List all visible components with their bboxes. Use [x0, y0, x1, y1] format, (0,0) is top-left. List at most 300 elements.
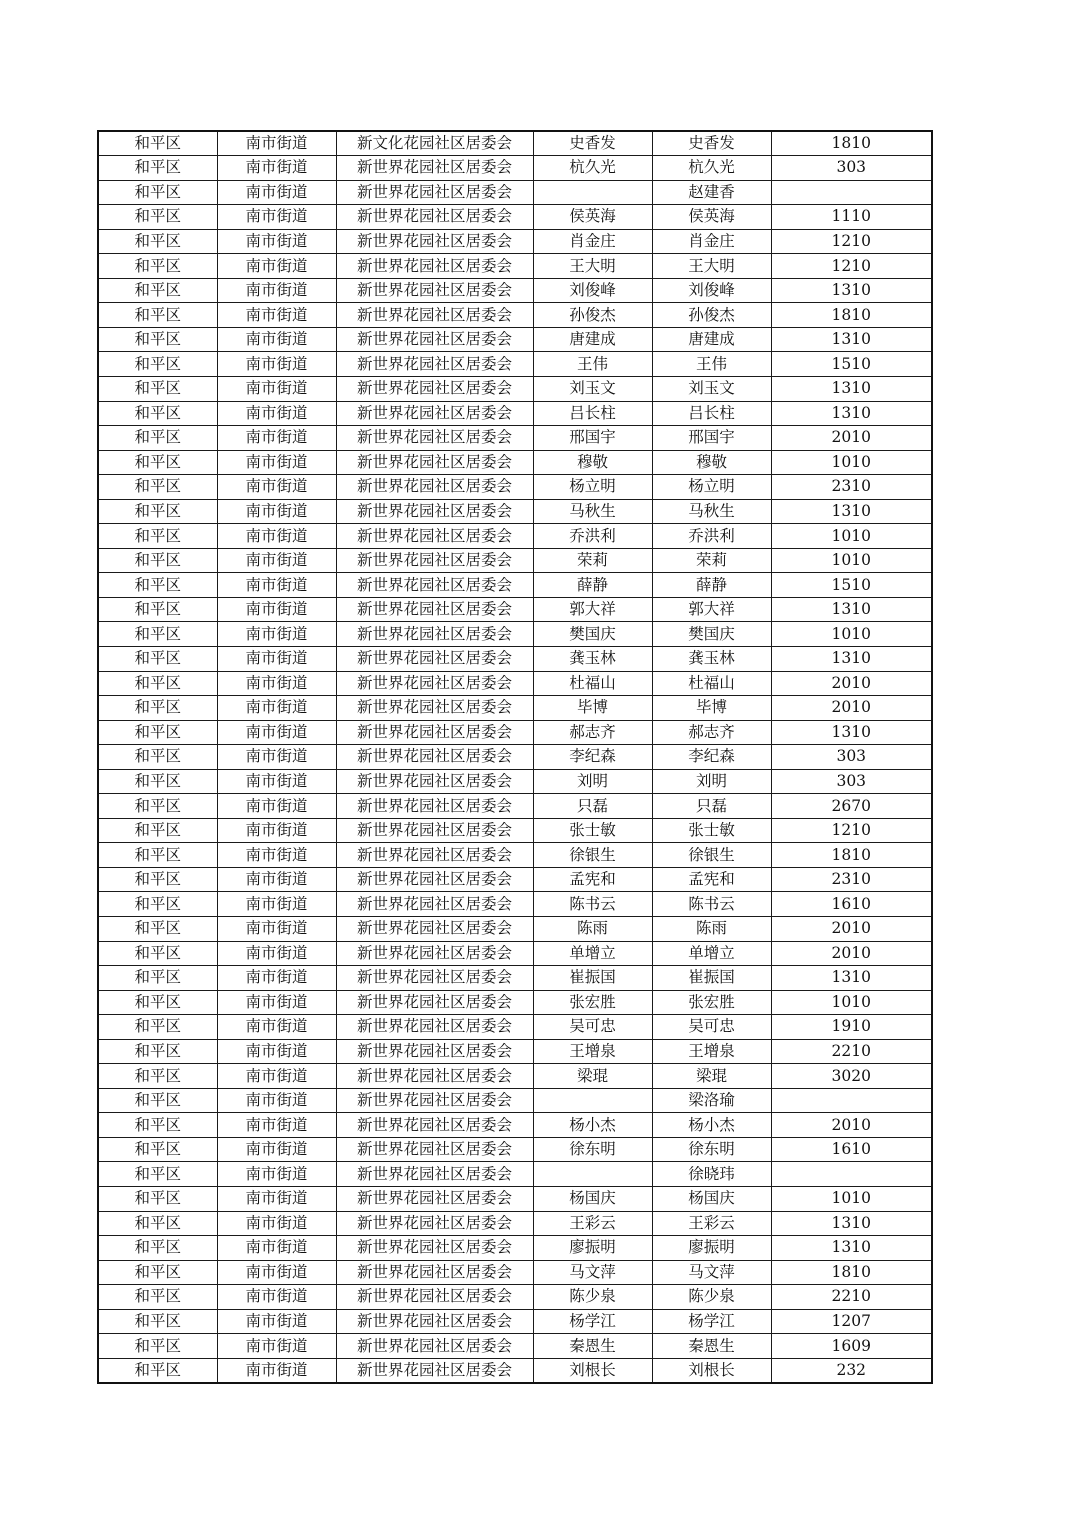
name-cell: 马秋生 [533, 499, 652, 524]
district-cell: 和平区 [98, 597, 217, 622]
table-body [98, 131, 932, 1383]
street-cell: 南市街道 [217, 1064, 336, 1089]
table-row [98, 426, 932, 451]
name-cell: 刘根长 [533, 1358, 652, 1383]
street-cell: 南市街道 [217, 769, 336, 794]
recipient-cell: 孟宪和 [652, 867, 771, 892]
committee-cell: 新世界花园社区居委会 [336, 180, 533, 205]
amount-cell: 2010 [771, 1113, 932, 1138]
name-cell: 杨学江 [533, 1309, 652, 1334]
district-cell: 和平区 [98, 843, 217, 868]
amount-cell: 303 [771, 769, 932, 794]
amount-cell: 1810 [771, 843, 932, 868]
street-cell: 南市街道 [217, 548, 336, 573]
amount-cell: 1810 [771, 1260, 932, 1285]
committee-cell: 新世界花园社区居委会 [336, 254, 533, 279]
district-cell: 和平区 [98, 229, 217, 254]
street-cell: 南市街道 [217, 646, 336, 671]
table-row [98, 376, 932, 401]
district-cell: 和平区 [98, 401, 217, 426]
committee-cell: 新世界花园社区居委会 [336, 376, 533, 401]
committee-cell: 新世界花园社区居委会 [336, 229, 533, 254]
amount-cell: 2310 [771, 867, 932, 892]
amount-cell: 3020 [771, 1064, 932, 1089]
name-cell: 王伟 [533, 352, 652, 377]
amount-cell: 1110 [771, 205, 932, 230]
table-row [98, 597, 932, 622]
district-cell: 和平区 [98, 646, 217, 671]
table-row [98, 1260, 932, 1285]
amount-cell: 1310 [771, 401, 932, 426]
amount-cell: 1310 [771, 966, 932, 991]
amount-cell: 1510 [771, 352, 932, 377]
name-cell: 李纪森 [533, 745, 652, 770]
name-cell: 唐建成 [533, 327, 652, 352]
name-cell [533, 1088, 652, 1113]
name-cell: 徐银生 [533, 843, 652, 868]
amount-cell: 1010 [771, 622, 932, 647]
street-cell: 南市街道 [217, 867, 336, 892]
district-cell: 和平区 [98, 1162, 217, 1187]
street-cell: 南市街道 [217, 205, 336, 230]
street-cell: 南市街道 [217, 475, 336, 500]
district-cell: 和平区 [98, 1015, 217, 1040]
district-cell: 和平区 [98, 1113, 217, 1138]
recipient-cell: 邢国宇 [652, 426, 771, 451]
street-cell: 南市街道 [217, 1039, 336, 1064]
recipient-cell: 毕博 [652, 696, 771, 721]
amount-cell: 303 [771, 745, 932, 770]
name-cell: 刘明 [533, 769, 652, 794]
recipient-cell: 杨学江 [652, 1309, 771, 1334]
street-cell: 南市街道 [217, 352, 336, 377]
table-row [98, 1088, 932, 1113]
table-row [98, 1162, 932, 1187]
table-row [98, 450, 932, 475]
committee-cell: 新世界花园社区居委会 [336, 499, 533, 524]
table-row [98, 524, 932, 549]
committee-cell: 新世界花园社区居委会 [336, 941, 533, 966]
name-cell: 侯英海 [533, 205, 652, 230]
district-cell: 和平区 [98, 1358, 217, 1383]
recipient-cell: 赵建香 [652, 180, 771, 205]
committee-cell: 新世界花园社区居委会 [336, 966, 533, 991]
committee-cell: 新世界花园社区居委会 [336, 1039, 533, 1064]
recipient-cell: 樊国庆 [652, 622, 771, 647]
amount-cell: 2010 [771, 941, 932, 966]
street-cell: 南市街道 [217, 1285, 336, 1310]
table-row [98, 1039, 932, 1064]
table-row [98, 646, 932, 671]
committee-cell: 新世界花园社区居委会 [336, 1309, 533, 1334]
street-cell: 南市街道 [217, 966, 336, 991]
street-cell: 南市街道 [217, 1088, 336, 1113]
amount-cell: 1010 [771, 990, 932, 1015]
table-row [98, 941, 932, 966]
committee-cell: 新世界花园社区居委会 [336, 548, 533, 573]
committee-cell: 新世界花园社区居委会 [336, 475, 533, 500]
committee-cell: 新世界花园社区居委会 [336, 1137, 533, 1162]
recipient-cell: 薛静 [652, 573, 771, 598]
name-cell: 孟宪和 [533, 867, 652, 892]
committee-cell: 新世界花园社区居委会 [336, 573, 533, 598]
recipient-cell: 单增立 [652, 941, 771, 966]
street-cell: 南市街道 [217, 401, 336, 426]
table-row [98, 696, 932, 721]
table-row [98, 278, 932, 303]
name-cell: 王彩云 [533, 1211, 652, 1236]
recipient-cell: 秦恩生 [652, 1334, 771, 1359]
committee-cell: 新世界花园社区居委会 [336, 1187, 533, 1212]
amount-cell: 1810 [771, 303, 932, 328]
table-row [98, 401, 932, 426]
name-cell: 陈雨 [533, 917, 652, 942]
name-cell: 刘俊峰 [533, 278, 652, 303]
district-cell: 和平区 [98, 941, 217, 966]
recipient-cell: 陈雨 [652, 917, 771, 942]
recipient-cell: 吕长柱 [652, 401, 771, 426]
table-row [98, 1137, 932, 1162]
table-row [98, 720, 932, 745]
table-row [98, 794, 932, 819]
district-cell: 和平区 [98, 769, 217, 794]
committee-cell: 新世界花园社区居委会 [336, 720, 533, 745]
recipient-cell: 张士敏 [652, 818, 771, 843]
district-cell: 和平区 [98, 990, 217, 1015]
street-cell: 南市街道 [217, 696, 336, 721]
district-cell: 和平区 [98, 917, 217, 942]
district-cell: 和平区 [98, 499, 217, 524]
district-cell: 和平区 [98, 376, 217, 401]
amount-cell: 1610 [771, 1137, 932, 1162]
recipient-cell: 穆敬 [652, 450, 771, 475]
recipient-cell: 郭大祥 [652, 597, 771, 622]
street-cell: 南市街道 [217, 131, 336, 156]
street-cell: 南市街道 [217, 1236, 336, 1261]
table-row [98, 205, 932, 230]
name-cell: 薛静 [533, 573, 652, 598]
table-row [98, 769, 932, 794]
recipient-cell: 梁洛瑜 [652, 1088, 771, 1113]
street-cell: 南市街道 [217, 941, 336, 966]
recipient-cell: 刘俊峰 [652, 278, 771, 303]
name-cell: 肖金庄 [533, 229, 652, 254]
table-row [98, 1309, 932, 1334]
name-cell: 梁琨 [533, 1064, 652, 1089]
amount-cell: 1310 [771, 720, 932, 745]
district-cell: 和平区 [98, 1064, 217, 1089]
recipient-cell: 郝志齐 [652, 720, 771, 745]
committee-cell: 新世界花园社区居委会 [336, 156, 533, 181]
recipient-cell: 荣莉 [652, 548, 771, 573]
district-cell: 和平区 [98, 156, 217, 181]
committee-cell: 新世界花园社区居委会 [336, 1285, 533, 1310]
name-cell: 穆敬 [533, 450, 652, 475]
recipient-cell: 马文萍 [652, 1260, 771, 1285]
street-cell: 南市街道 [217, 1334, 336, 1359]
district-cell: 和平区 [98, 573, 217, 598]
amount-cell [771, 180, 932, 205]
recipient-cell: 杭久光 [652, 156, 771, 181]
amount-cell: 303 [771, 156, 932, 181]
district-cell: 和平区 [98, 524, 217, 549]
committee-cell: 新世界花园社区居委会 [336, 450, 533, 475]
name-cell: 徐东明 [533, 1137, 652, 1162]
street-cell: 南市街道 [217, 450, 336, 475]
committee-cell: 新世界花园社区居委会 [336, 205, 533, 230]
table-row [98, 156, 932, 181]
recipient-cell: 孙俊杰 [652, 303, 771, 328]
recipient-cell: 徐晓玮 [652, 1162, 771, 1187]
district-cell: 和平区 [98, 892, 217, 917]
table-row [98, 475, 932, 500]
district-cell: 和平区 [98, 254, 217, 279]
table-row [98, 303, 932, 328]
street-cell: 南市街道 [217, 573, 336, 598]
table-row [98, 990, 932, 1015]
street-cell: 南市街道 [217, 180, 336, 205]
recipient-cell: 杨立明 [652, 475, 771, 500]
name-cell: 单增立 [533, 941, 652, 966]
street-cell: 南市街道 [217, 892, 336, 917]
district-cell: 和平区 [98, 1187, 217, 1212]
name-cell: 吴可忠 [533, 1015, 652, 1040]
amount-cell: 1310 [771, 278, 932, 303]
data-table [97, 130, 933, 1384]
committee-cell: 新世界花园社区居委会 [336, 892, 533, 917]
amount-cell: 1210 [771, 254, 932, 279]
recipient-cell: 王增泉 [652, 1039, 771, 1064]
recipient-cell: 梁琨 [652, 1064, 771, 1089]
street-cell: 南市街道 [217, 278, 336, 303]
street-cell: 南市街道 [217, 622, 336, 647]
street-cell: 南市街道 [217, 376, 336, 401]
table-row [98, 131, 932, 156]
committee-cell: 新世界花园社区居委会 [336, 278, 533, 303]
table-row [98, 966, 932, 991]
name-cell: 荣莉 [533, 548, 652, 573]
district-cell: 和平区 [98, 548, 217, 573]
amount-cell: 1310 [771, 327, 932, 352]
name-cell [533, 180, 652, 205]
street-cell: 南市街道 [217, 499, 336, 524]
table-row [98, 499, 932, 524]
street-cell: 南市街道 [217, 156, 336, 181]
district-cell: 和平区 [98, 426, 217, 451]
recipient-cell: 廖振明 [652, 1236, 771, 1261]
recipient-cell: 王伟 [652, 352, 771, 377]
district-cell: 和平区 [98, 671, 217, 696]
committee-cell: 新世界花园社区居委会 [336, 646, 533, 671]
amount-cell: 1310 [771, 376, 932, 401]
name-cell: 杨立明 [533, 475, 652, 500]
table-row [98, 622, 932, 647]
name-cell: 杜福山 [533, 671, 652, 696]
table-row [98, 745, 932, 770]
name-cell: 樊国庆 [533, 622, 652, 647]
recipient-cell: 刘玉文 [652, 376, 771, 401]
name-cell: 毕博 [533, 696, 652, 721]
committee-cell: 新世界花园社区居委会 [336, 1113, 533, 1138]
street-cell: 南市街道 [217, 327, 336, 352]
recipient-cell: 马秋生 [652, 499, 771, 524]
recipient-cell: 陈少泉 [652, 1285, 771, 1310]
committee-cell: 新世界花园社区居委会 [336, 1211, 533, 1236]
amount-cell: 1310 [771, 1211, 932, 1236]
district-cell: 和平区 [98, 720, 217, 745]
committee-cell: 新世界花园社区居委会 [336, 1162, 533, 1187]
street-cell: 南市街道 [217, 303, 336, 328]
district-cell: 和平区 [98, 475, 217, 500]
committee-cell: 新世界花园社区居委会 [336, 917, 533, 942]
committee-cell: 新世界花园社区居委会 [336, 696, 533, 721]
amount-cell: 1010 [771, 548, 932, 573]
table-row [98, 254, 932, 279]
name-cell: 王大明 [533, 254, 652, 279]
table-row [98, 867, 932, 892]
street-cell: 南市街道 [217, 524, 336, 549]
name-cell: 张宏胜 [533, 990, 652, 1015]
name-cell: 王增泉 [533, 1039, 652, 1064]
committee-cell: 新世界花园社区居委会 [336, 622, 533, 647]
recipient-cell: 只磊 [652, 794, 771, 819]
district-cell: 和平区 [98, 180, 217, 205]
recipient-cell: 杨国庆 [652, 1187, 771, 1212]
table-row [98, 843, 932, 868]
street-cell: 南市街道 [217, 1162, 336, 1187]
table-row [98, 1285, 932, 1310]
committee-cell: 新世界花园社区居委会 [336, 1260, 533, 1285]
district-cell: 和平区 [98, 622, 217, 647]
table-row [98, 1334, 932, 1359]
table-row [98, 892, 932, 917]
street-cell: 南市街道 [217, 745, 336, 770]
table-row [98, 352, 932, 377]
amount-cell: 2010 [771, 696, 932, 721]
name-cell: 杨国庆 [533, 1187, 652, 1212]
amount-cell: 1810 [771, 131, 932, 156]
table-row [98, 818, 932, 843]
street-cell: 南市街道 [217, 1113, 336, 1138]
district-cell: 和平区 [98, 450, 217, 475]
name-cell: 张士敏 [533, 818, 652, 843]
amount-cell: 1310 [771, 1236, 932, 1261]
table-row [98, 229, 932, 254]
amount-cell: 1609 [771, 1334, 932, 1359]
committee-cell: 新世界花园社区居委会 [336, 327, 533, 352]
amount-cell: 2310 [771, 475, 932, 500]
recipient-cell: 张宏胜 [652, 990, 771, 1015]
street-cell: 南市街道 [217, 843, 336, 868]
name-cell: 杭久光 [533, 156, 652, 181]
name-cell: 郭大祥 [533, 597, 652, 622]
district-cell: 和平区 [98, 131, 217, 156]
street-cell: 南市街道 [217, 1358, 336, 1383]
recipient-cell: 陈书云 [652, 892, 771, 917]
district-cell: 和平区 [98, 327, 217, 352]
amount-cell: 1510 [771, 573, 932, 598]
amount-cell: 1010 [771, 450, 932, 475]
committee-cell: 新世界花园社区居委会 [336, 1358, 533, 1383]
name-cell [533, 1162, 652, 1187]
committee-cell: 新世界花园社区居委会 [336, 1064, 533, 1089]
committee-cell: 新世界花园社区居委会 [336, 794, 533, 819]
name-cell: 廖振明 [533, 1236, 652, 1261]
name-cell: 崔振国 [533, 966, 652, 991]
district-cell: 和平区 [98, 1309, 217, 1334]
amount-cell: 2670 [771, 794, 932, 819]
district-cell: 和平区 [98, 966, 217, 991]
committee-cell: 新世界花园社区居委会 [336, 671, 533, 696]
amount-cell: 1010 [771, 1187, 932, 1212]
amount-cell: 232 [771, 1358, 932, 1383]
committee-cell: 新世界花园社区居委会 [336, 426, 533, 451]
amount-cell: 1310 [771, 597, 932, 622]
committee-cell: 新世界花园社区居委会 [336, 597, 533, 622]
amount-cell: 2010 [771, 426, 932, 451]
amount-cell: 1210 [771, 818, 932, 843]
name-cell: 龚玉林 [533, 646, 652, 671]
table-row [98, 327, 932, 352]
recipient-cell: 吴可忠 [652, 1015, 771, 1040]
recipient-cell: 王彩云 [652, 1211, 771, 1236]
street-cell: 南市街道 [217, 426, 336, 451]
district-cell: 和平区 [98, 818, 217, 843]
street-cell: 南市街道 [217, 720, 336, 745]
table-row [98, 573, 932, 598]
table-row [98, 1064, 932, 1089]
recipient-cell: 崔振国 [652, 966, 771, 991]
committee-cell: 新世界花园社区居委会 [336, 990, 533, 1015]
amount-cell: 1910 [771, 1015, 932, 1040]
district-cell: 和平区 [98, 1334, 217, 1359]
name-cell: 陈书云 [533, 892, 652, 917]
recipient-cell: 杜福山 [652, 671, 771, 696]
name-cell: 吕长柱 [533, 401, 652, 426]
district-cell: 和平区 [98, 745, 217, 770]
committee-cell: 新世界花园社区居委会 [336, 843, 533, 868]
amount-cell: 2210 [771, 1285, 932, 1310]
street-cell: 南市街道 [217, 229, 336, 254]
name-cell: 乔洪利 [533, 524, 652, 549]
committee-cell: 新世界花园社区居委会 [336, 1236, 533, 1261]
recipient-cell: 肖金庄 [652, 229, 771, 254]
committee-cell: 新世界花园社区居委会 [336, 818, 533, 843]
committee-cell: 新世界花园社区居委会 [336, 1015, 533, 1040]
committee-cell: 新世界花园社区居委会 [336, 352, 533, 377]
name-cell: 杨小杰 [533, 1113, 652, 1138]
amount-cell: 2210 [771, 1039, 932, 1064]
table-row [98, 1187, 932, 1212]
amount-cell: 1310 [771, 646, 932, 671]
recipient-cell: 唐建成 [652, 327, 771, 352]
street-cell: 南市街道 [217, 794, 336, 819]
district-cell: 和平区 [98, 1260, 217, 1285]
name-cell: 邢国宇 [533, 426, 652, 451]
district-cell: 和平区 [98, 205, 217, 230]
street-cell: 南市街道 [217, 1137, 336, 1162]
table-row [98, 671, 932, 696]
recipient-cell: 徐银生 [652, 843, 771, 868]
committee-cell: 新世界花园社区居委会 [336, 401, 533, 426]
name-cell: 史香发 [533, 131, 652, 156]
table-row [98, 1211, 932, 1236]
committee-cell: 新世界花园社区居委会 [336, 1088, 533, 1113]
committee-cell: 新世界花园社区居委会 [336, 1334, 533, 1359]
street-cell: 南市街道 [217, 818, 336, 843]
recipient-cell: 刘明 [652, 769, 771, 794]
street-cell: 南市街道 [217, 1015, 336, 1040]
